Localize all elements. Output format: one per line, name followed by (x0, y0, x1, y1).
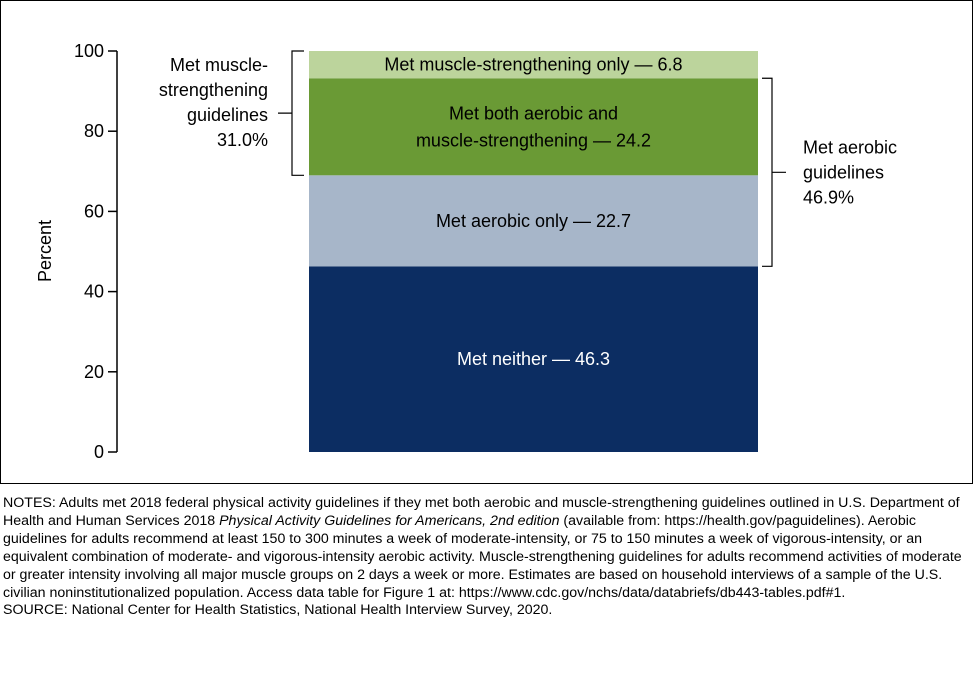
notes-prefix: NOTES: Adults met 2018 federal physical activity guidelines if they met both aerobic and muscle-strengthening guidelines outlined in U.S. Department of Health and Human Services 2018 (3, 495, 960, 529)
notes-text (3, 495, 973, 602)
bracket-left-label-line-2: strengthening (158, 80, 268, 100)
segment-label-3-line-2: muscle-strengthening — 24.2 (415, 130, 652, 151)
bracket-left-label-line-3: guidelines (186, 105, 268, 125)
y-tick-label-0: 0 (93, 442, 104, 462)
bracket-right-label-line-3: 46.9% (803, 187, 855, 208)
notes-suffix: (available from: https://health.gov/paguidelines). Aerobic guidelines for adults recommend at least 150 to 300 minutes a week of moderate-intensity, or 75 to 150 minutes a week of vigorous-intensity, or an equivalent combination of moderate- and vigorous-intensity aerobic activity. Muscle-strengthening guidelines for adults recommend activities of moderate or greater intensity involving all major muscle groups on 2 days a week or more. Estimates are based on household interviews of a sample of the U.S. civilian noninstitutionalized population. Access data table for Figure 1 at: https://www.cdc.gov/nchs/data/databriefs/db443-tables.pdf#1. (3, 512, 962, 601)
bracket-right-label-line-2: guidelines (803, 162, 885, 183)
y-tick-label-20: 20 (83, 361, 104, 382)
bracket-right (762, 78, 786, 266)
bracket-left-label-line-4: 31.0% (216, 130, 268, 150)
y-tick-label-40: 40 (83, 281, 104, 302)
bracket-right-label-line-1: Met aerobic (803, 137, 898, 158)
notes-block (3, 495, 973, 620)
bar-segment-3 (309, 78, 758, 175)
y-tick-label-100: 100 (73, 41, 104, 61)
bracket-left-label-line-1: Met muscle- (169, 55, 268, 75)
y-tick-label-60: 60 (83, 201, 104, 222)
segment-label-2: Met aerobic only — 22.7 (435, 210, 632, 231)
y-axis-label: Percent (35, 219, 55, 283)
notes-italic-title: Physical Activity Guidelines for Americans, 2nd edition (219, 512, 560, 529)
plot-area (74, 41, 897, 462)
segment-label-3-line-1: Met both aerobic and (448, 103, 619, 124)
bracket-left (278, 51, 304, 175)
segment-label-1: Met neither — 46.3 (456, 349, 611, 370)
segment-label-4: Met muscle-strengthening only — 6.8 (384, 54, 683, 75)
source-text: SOURCE: National Center for Health Statistics, National Health Interview Survey, 2020. (3, 602, 553, 619)
y-tick-label-80: 80 (83, 121, 104, 142)
